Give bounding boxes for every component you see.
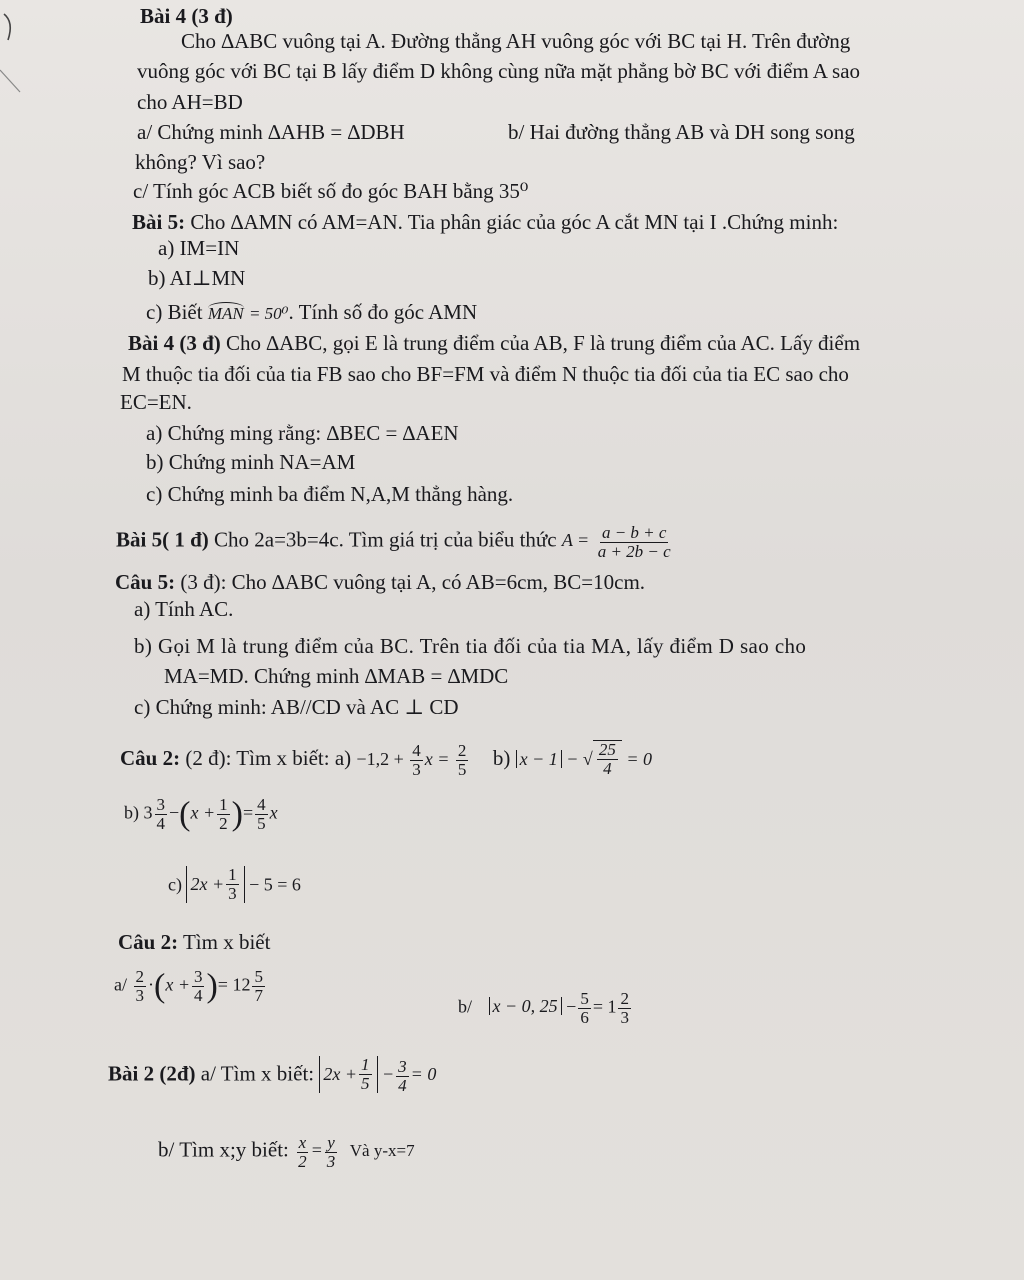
condition-text: Và y-x=7: [349, 1141, 415, 1161]
expr-denominator: a + 2b − c: [597, 541, 671, 561]
problem-part: a) IM=IN: [158, 236, 240, 260]
abs-value: x − 1: [516, 750, 562, 768]
eq-term: 2x +: [323, 1064, 358, 1085]
frac-num: 5: [254, 967, 263, 986]
frac-den: 3: [412, 760, 421, 780]
eq-term: −: [566, 996, 577, 1017]
problem-heading: Bài 4 (3 đ): [128, 331, 221, 355]
problem-row: [158, 1134, 415, 1171]
problem-text: EC=EN.: [120, 390, 192, 414]
frac-num: 5: [580, 989, 589, 1008]
problem-text: vuông góc với BC tại B lấy điểm D không cùng nữa mặt phẳng bờ BC với điểm A sao: [137, 59, 861, 83]
square-root: √ $\frac{25}{4}$: [583, 740, 622, 778]
eq-term: 3: [143, 802, 153, 823]
problem-row: [115, 572, 645, 593]
frac-num: 3: [193, 967, 203, 986]
part-text: . Tính số đo góc AMN: [288, 300, 478, 324]
problem-text: cho AH=BD: [137, 90, 243, 114]
eq-term: 2x +: [190, 874, 225, 895]
frac-den: 4: [156, 813, 165, 833]
equation-a: [319, 1055, 437, 1095]
frac-num: 4: [412, 741, 421, 761]
expression: [561, 523, 675, 561]
problem-row: [132, 212, 838, 233]
problem-text: Cho 2a=3b=4c. Tìm giá trị của biểu thức: [214, 527, 557, 552]
problem-text: Cho ∆ABC vuông tại A. Đường thẳng AH vuông góc với BC tại H. Trên đường: [181, 29, 851, 53]
frac-den: 4: [398, 1075, 407, 1095]
problem-heading: Bài 4 (3 đ): [140, 4, 233, 28]
eq-term: x +: [165, 974, 190, 995]
problem-part: b) Chứng minh NA=AM: [146, 450, 356, 474]
problem-part: c/ Tính góc ACB biết số đo góc BAH bằng 35⁰: [133, 179, 529, 203]
problem-part: b/ Hai đường thẳng AB và DH song song: [508, 120, 855, 144]
frac-den: 3: [620, 1007, 629, 1027]
equation-b: [294, 1133, 344, 1171]
problem-text: b/ Tìm x;y biết:: [158, 1137, 289, 1162]
problem-text: (2 đ): Tìm x biết: a): [185, 745, 352, 770]
problem-text: Cho ∆AMN có AM=AN. Tia phân giác của góc A cắt MN tại I .Chứng minh:: [190, 210, 839, 234]
eq-term: −1,2 +: [356, 748, 404, 769]
frac-num: y: [327, 1133, 335, 1152]
part-label: c): [168, 874, 182, 895]
eq-term: = 1: [592, 996, 617, 1017]
problem-part: a/ Chứng minh ∆AHB = ∆DBH: [137, 120, 405, 144]
equation-b: [516, 740, 652, 778]
problem-row: [118, 932, 270, 953]
frac-num: 3: [398, 1056, 407, 1076]
frac-num: 1: [361, 1055, 370, 1074]
problem-row: [128, 333, 860, 354]
frac-den: 4: [603, 758, 612, 778]
part-label: b/: [458, 996, 473, 1017]
eq-term: x +: [190, 802, 216, 823]
frac-num: 1: [219, 795, 228, 814]
part-label: b): [124, 802, 139, 823]
eq-term: − 5 = 6: [249, 874, 301, 895]
problem-text: Cho ∆ABC, gọi E là trung điểm của AB, F là trung điểm của AC. Lấy điểm: [226, 331, 861, 355]
frac-num: x: [298, 1133, 307, 1152]
frac-den: 5: [257, 813, 266, 833]
equation-a: [356, 741, 474, 780]
problem-row: [120, 740, 652, 779]
eq-term: −: [169, 802, 180, 823]
equation-b2: b) 3 $\frac{3}{4}$ −(x + $\frac{1}{2}$ )= $\frac{4}{5}$ x: [124, 795, 278, 833]
abs-value: x − 0, 25: [489, 997, 562, 1015]
part-label: a/: [114, 974, 127, 995]
page-edge-marks: [0, 0, 22, 160]
frac-den: 7: [254, 985, 263, 1005]
eq-term: ·: [148, 974, 154, 995]
problem-text: a/ Tìm x biết:: [200, 1061, 315, 1086]
problem-part: b) Gọi M là trung điểm của BC. Trên tia đối của tia MA, lấy điểm D sao cho: [134, 634, 807, 658]
problem-part: c) Chứng minh: AB//CD và AC ⊥ CD: [134, 695, 459, 719]
frac-den: 3: [326, 1151, 336, 1171]
expr-numerator: a − b + c: [601, 523, 667, 542]
problem-text: Tìm x biết: [182, 930, 271, 954]
expr-lhs: A =: [561, 530, 590, 551]
angle-value: = 50⁰: [248, 304, 289, 323]
frac-den: 5: [361, 1073, 370, 1093]
eq-term: −: [566, 748, 579, 769]
frac-den: 6: [580, 1007, 589, 1027]
equation-b: [458, 990, 633, 1027]
problem-part: c) Chứng minh ba điểm N,A,M thẳng hàng.: [146, 482, 514, 506]
problem-text: MA=MD. Chứng minh ∆MAB = ∆MDC: [164, 664, 509, 688]
problem-part: b) AI⊥MN: [148, 266, 246, 290]
problem-row: [108, 1056, 436, 1095]
frac-num: 25: [598, 740, 616, 759]
frac-num: 4: [257, 795, 266, 814]
frac-num: 2: [135, 967, 144, 986]
eq-term: x =: [424, 748, 450, 769]
equation-a: a/ $\frac{2}{3}$ ·(x + $\frac{3}{4}$ )= 12 $\frac{5}{7}$: [114, 967, 263, 1005]
eq-term: = 12: [217, 974, 251, 995]
frac-den: 2: [219, 813, 228, 833]
problem-part: a) Chứng ming rằng: ∆BEC = ∆AEN: [146, 421, 459, 445]
frac-den: 3: [228, 883, 237, 903]
frac-num: 3: [156, 795, 165, 814]
eq-term: −: [382, 1064, 395, 1085]
problem-heading: Câu 2:: [118, 930, 179, 954]
frac-den: 4: [193, 985, 203, 1005]
part-label: c) Biết: [146, 300, 203, 324]
problem-heading: Bài 2 (2đ): [108, 1061, 196, 1086]
problem-heading: Câu 5:: [115, 570, 176, 594]
frac-num: 2: [620, 989, 629, 1008]
equation-c: [168, 866, 301, 903]
frac-num: 2: [457, 741, 467, 761]
part-label: b): [492, 745, 511, 770]
frac-den: 3: [135, 985, 144, 1005]
frac-den: 2: [298, 1151, 307, 1171]
frac-den: 5: [457, 760, 467, 780]
problem-text: (3 đ): Cho ∆ABC vuông tại A, có AB=6cm, BC=10cm.: [180, 570, 646, 594]
problem-heading: Bài 5( 1 đ): [116, 527, 209, 552]
problem-part: [146, 302, 477, 323]
eq-term: =: [310, 1140, 323, 1161]
frac-num: 1: [228, 865, 237, 884]
angle-notation: MAN: [207, 304, 244, 323]
eq-term: x: [269, 802, 278, 823]
problem-text: M thuộc tia đối của tia FB sao cho BF=FM và điểm N thuộc tia đối của tia EC sao cho: [122, 362, 849, 386]
eq-term: = 0: [626, 748, 652, 769]
problem-heading: Câu 2:: [120, 745, 181, 770]
problem-heading: Bài 5:: [132, 210, 186, 234]
problem-text: không? Vì sao?: [135, 150, 266, 174]
eq-term: =: [242, 802, 254, 823]
problem-part: a) Tính AC.: [134, 597, 234, 621]
eq-term: = 0: [410, 1064, 437, 1085]
problem-row: [116, 524, 675, 561]
